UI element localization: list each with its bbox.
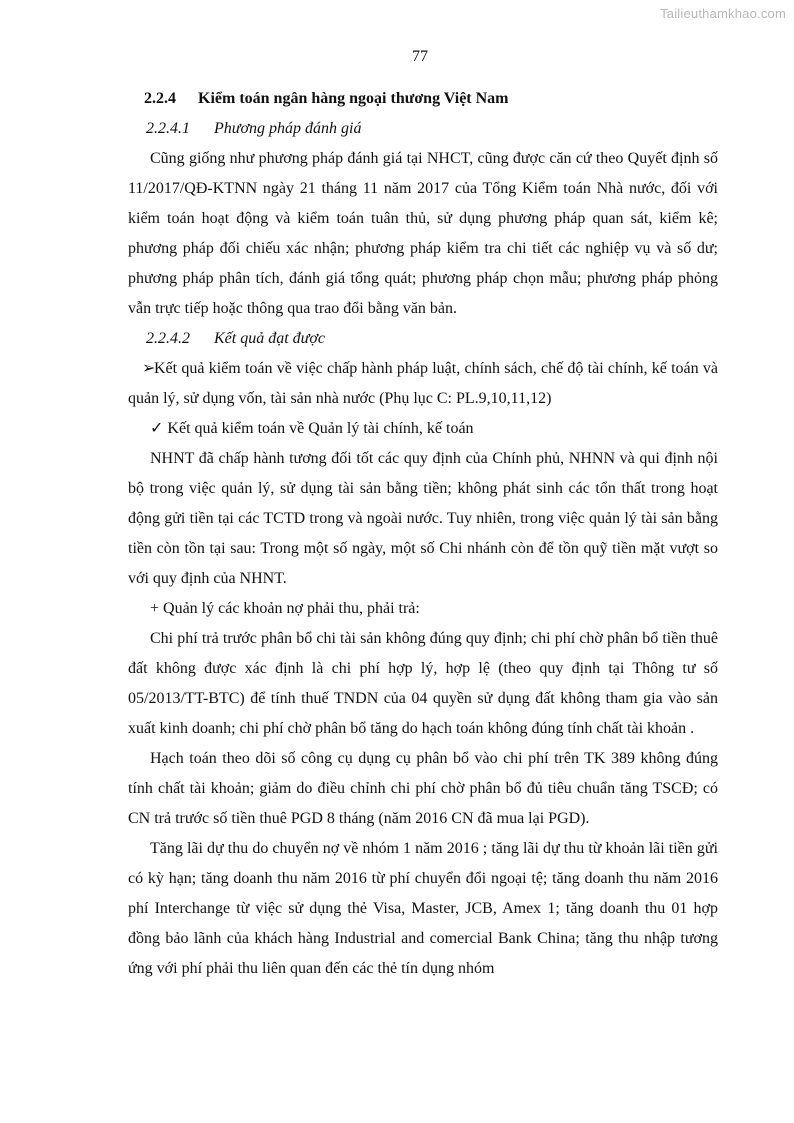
check-bullet-text: Kết quả kiểm toán về Quản lý tài chính, kế toán: [167, 420, 474, 437]
section-heading: [144, 84, 718, 114]
subsection-heading-1: [146, 114, 718, 144]
section-title: Kiểm toán ngân hàng ngoại thương Việt Nam: [198, 90, 509, 107]
subsection-2-number: 2.2.4.2: [146, 330, 190, 347]
paragraph-1: Cũng giống như phương pháp đánh giá tại NHCT, cũng được căn cứ theo Quyết định số 11/2017/QĐ-KTNN ngày 21 tháng 11 năm 2017 của Tổng Kiểm toán Nhà nước, đối với kiểm toán hoạt động và kiểm toán tuân thủ, sử dụng phương pháp quan sát, kiểm kê; phương pháp đối chiếu xác nhận; phương pháp kiểm tra chi tiết các nghiệp vụ và số dư; phương pháp phân tích, đánh giá tổng quát; phương pháp chọn mẫu; phương pháp phỏng vẫn trực tiếp hoặc thông qua trao đổi bằng văn bản.: [128, 150, 718, 317]
watermark: Tailieuthamkhao.com: [660, 6, 786, 21]
subsection-heading-2: [146, 324, 718, 354]
check-bullet-item: [128, 414, 718, 444]
arrow-bullet-text: Kết quả kiểm toán về việc chấp hành pháp luật, chính sách, chế độ tài chính, kế toán và quản lý, sử dụng vốn, tài sản nhà nước (Phụ lục C: PL.9,10,11,12): [128, 360, 718, 407]
plus-item: + Quản lý các khoản nợ phải thu, phải trả:: [150, 600, 420, 617]
check-bullet-icon: ✓: [150, 420, 164, 437]
subsection-1-title: Phương pháp đánh giá: [214, 120, 362, 137]
section-number: 2.2.4: [144, 90, 176, 107]
document-body: [128, 84, 718, 984]
paragraph-3: Chi phí trả trước phân bổ chi tài sản không đúng quy định; chi phí chờ phân bổ tiền thuê đất không được xác định là chi phí hợp lý, hợp lệ (theo quy định tại Thông tư số 05/2013/TT-BTC) để tính thuế TNDN của 04 quyền sử dụng đất không tham gia vào sản xuất kinh doanh; chi phí chờ phân bổ tăng do hạch toán không đúng tính chất tài khoản .: [128, 630, 718, 737]
paragraph-2: NHNT đã chấp hành tương đối tốt các quy định của Chính phủ, NHNN và qui định nội bộ trong việc quản lý, sử dụng tài sản bằng tiền; không phát sinh các tổn thất trong hoạt động gửi tiền tại các TCTD trong và ngoài nước. Tuy nhiên, trong việc quản lý tài sản bằng tiền còn tồn tại sau: Trong một số ngày, một số Chi nhánh còn để tồn quỹ tiền mặt vượt so với quy định của NHNT.: [128, 450, 718, 587]
page-number: 77: [412, 48, 428, 65]
paragraph-4: Hạch toán theo dõi số công cụ dụng cụ phân bổ vào chi phí trên TK 389 không đúng tính chất tài khoản; giảm do điều chỉnh chi phí chờ phân bổ đủ tiêu chuẩn tăng TSCĐ; có CN trả trước số tiền thuê PGD 8 tháng (năm 2016 CN đã mua lại PGD).: [128, 750, 718, 827]
subsection-1-number: 2.2.4.1: [146, 120, 190, 137]
paragraph-5: Tăng lãi dự thu do chuyển nợ về nhóm 1 năm 2016 ; tăng lãi dự thu từ khoản lãi tiền gửi có kỳ hạn; tăng doanh thu năm 2016 từ phí chuyển đổi ngoại tệ; tăng doanh thu năm 2016 phí Interchange từ việc sử dụng thẻ Visa, Master, JCB, Amex 1; tăng doanh thu 01 hợp đồng bảo lãnh của khách hàng Industrial and comercial Bank China; tăng thu nhập tương ứng với phí phải thu liên quan đến các thẻ tín dụng nhóm: [128, 840, 718, 977]
subsection-2-title: Kết quả đạt được: [214, 330, 326, 347]
arrow-bullet-item: [128, 354, 718, 414]
arrow-bullet-icon: ➢: [142, 360, 156, 377]
